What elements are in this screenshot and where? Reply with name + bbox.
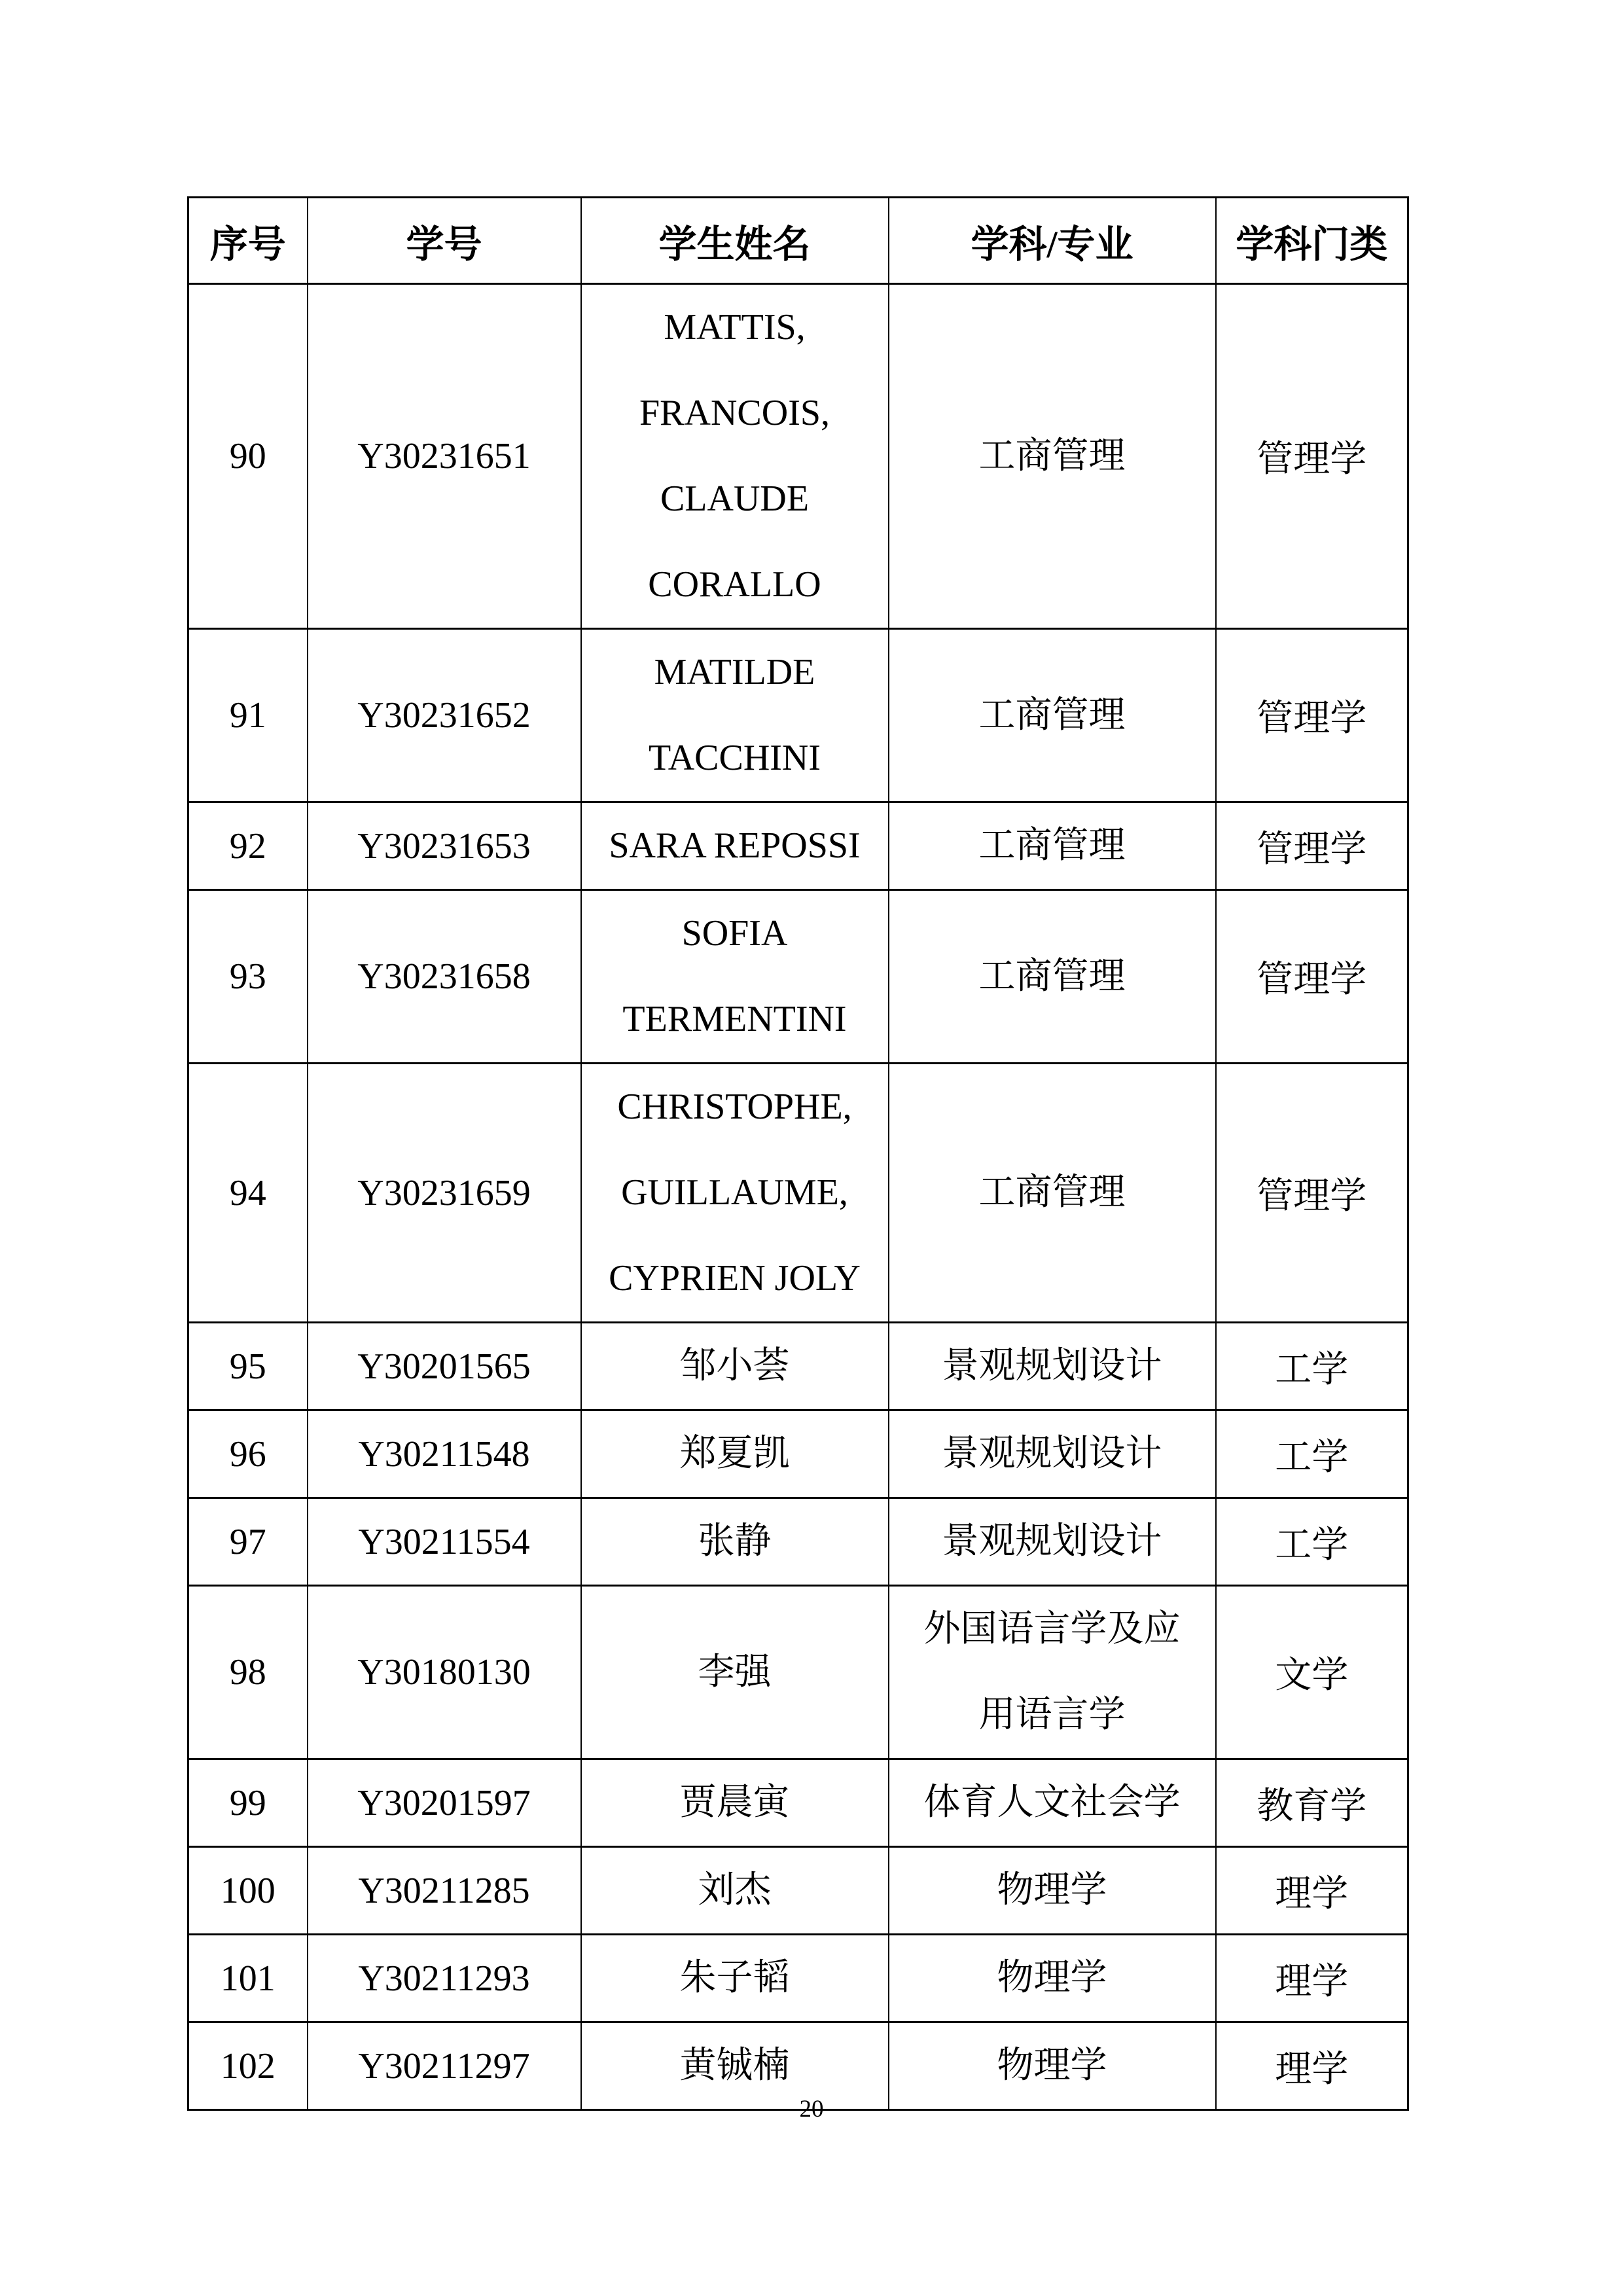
- student-name-line: 贾晨寅: [679, 1782, 790, 1823]
- subject-line: 工商管理: [978, 956, 1126, 997]
- header-cell-id: 学号: [308, 198, 581, 284]
- student-name-line: GUILLAUME,: [621, 1172, 848, 1213]
- student-id-cell: [308, 802, 581, 890]
- student-id-cell-value: Y30231652: [357, 695, 531, 736]
- student-name-cell: [581, 1935, 889, 2022]
- category-cell: [1216, 1847, 1408, 1935]
- row-index-cell: [188, 1064, 308, 1323]
- category-cell: [1216, 1586, 1408, 1759]
- student-id-cell: [308, 1323, 581, 1410]
- subject-cell: [889, 1064, 1216, 1323]
- student-id-cell: [308, 1498, 581, 1586]
- subject-cell: [889, 1759, 1216, 1847]
- category-cell-value: 管理学: [1257, 698, 1367, 739]
- subject-cell: [889, 629, 1216, 802]
- subject-cell: [889, 1935, 1216, 2022]
- student-name-line: CYPRIEN JOLY: [609, 1258, 861, 1299]
- category-cell-value: 理学: [1275, 1873, 1349, 1914]
- student-id-cell: [308, 890, 581, 1064]
- student-name-line: 张静: [698, 1521, 772, 1562]
- student-name-line: CORALLO: [648, 564, 821, 605]
- category-cell: [1216, 1323, 1408, 1410]
- table-row: [188, 629, 1408, 802]
- row-index-cell-value: 102: [220, 2045, 276, 2087]
- category-cell-value: 工学: [1275, 1437, 1349, 1478]
- row-index-cell: [188, 1847, 308, 1935]
- student-name-cell: [581, 1586, 889, 1759]
- category-cell-value: 教育学: [1257, 1785, 1367, 1827]
- row-index-cell: [188, 802, 308, 890]
- subject-cell: [889, 1847, 1216, 1935]
- student-name-cell: [581, 802, 889, 890]
- table-row: [188, 1847, 1408, 1935]
- student-id-cell-value: Y30211554: [358, 1521, 530, 1562]
- row-index-cell-value: 99: [229, 1782, 266, 1823]
- category-cell-value: 工学: [1275, 1524, 1349, 1566]
- student-id-cell-value: Y30211293: [358, 1958, 530, 1999]
- subject-cell: [889, 1586, 1216, 1759]
- row-index-cell: [188, 629, 308, 802]
- table-row: [188, 1935, 1408, 2022]
- subject-cell: [889, 1323, 1216, 1410]
- category-cell: [1216, 802, 1408, 890]
- subject-line: 物理学: [997, 1870, 1107, 1910]
- row-index-cell-value: 101: [220, 1958, 276, 1999]
- row-index-cell: [188, 1410, 308, 1498]
- row-index-cell: [188, 1935, 308, 2022]
- row-index-cell: [188, 1759, 308, 1847]
- row-index-cell-value: 100: [220, 1870, 276, 1911]
- row-index-cell-value: 96: [229, 1433, 266, 1475]
- page-number: 20: [799, 2096, 824, 2123]
- student-id-cell: [308, 1935, 581, 2022]
- header-cell-category: 学科门类: [1216, 198, 1408, 284]
- subject-cell: [889, 284, 1216, 629]
- header-cell-no: 序号: [188, 198, 308, 284]
- subject-line: 外国语言学及应: [923, 1609, 1181, 1649]
- header-cell-name: 学生姓名: [581, 198, 889, 284]
- subject-line: 景观规划设计: [942, 1521, 1162, 1562]
- table-row: [188, 890, 1408, 1064]
- table-row: [188, 1759, 1408, 1847]
- subject-cell: [889, 1498, 1216, 1586]
- row-index-cell: [188, 1323, 308, 1410]
- subject-line: 景观规划设计: [942, 1433, 1162, 1474]
- row-index-cell-value: 90: [229, 436, 266, 476]
- student-id-cell: [308, 1410, 581, 1498]
- category-cell: [1216, 1759, 1408, 1847]
- student-name-cell: [581, 890, 889, 1064]
- table-header: [188, 198, 1408, 284]
- student-id-cell-value: Y30231651: [357, 436, 531, 476]
- category-cell: [1216, 1935, 1408, 2022]
- header-cell-subject: 学科/专业: [889, 198, 1216, 284]
- subject-line: 物理学: [997, 2045, 1107, 2086]
- row-index-cell: [188, 890, 308, 1064]
- subject-line: 工商管理: [978, 694, 1126, 736]
- category-cell: [1216, 890, 1408, 1064]
- row-index-cell: [188, 1498, 308, 1586]
- student-name-line: 朱子韬: [679, 1958, 790, 1998]
- subject-line: 体育人文社会学: [923, 1782, 1181, 1823]
- student-id-cell-value: Y30211548: [358, 1433, 530, 1475]
- student-id-cell-value: Y30231653: [357, 825, 531, 867]
- student-name-cell: [581, 284, 889, 629]
- student-name-cell: [581, 1410, 889, 1498]
- row-index-cell: [188, 284, 308, 629]
- student-name-line: SOFIA: [681, 913, 788, 954]
- student-id-cell-value: Y30201565: [357, 1346, 531, 1387]
- student-name-cell: [581, 1323, 889, 1410]
- student-name-line: CHRISTOPHE,: [617, 1086, 852, 1127]
- student-name-line: MATTIS,: [664, 307, 806, 348]
- category-cell-value: 管理学: [1257, 829, 1367, 870]
- student-name-line: 李强: [698, 1651, 772, 1693]
- student-name-line: 郑夏凯: [679, 1433, 790, 1474]
- table-row: [188, 284, 1408, 629]
- row-index-cell: [188, 1586, 308, 1759]
- student-id-cell-value: Y30211285: [358, 1870, 530, 1911]
- category-cell: [1216, 1064, 1408, 1323]
- subject-cell: [889, 802, 1216, 890]
- category-cell: [1216, 629, 1408, 802]
- category-cell-value: 工学: [1275, 1349, 1349, 1390]
- category-cell-value: 理学: [1275, 1961, 1349, 2002]
- subject-line: 景观规划设计: [942, 1346, 1162, 1386]
- student-name-cell: [581, 1064, 889, 1323]
- student-id-cell: [308, 1759, 581, 1847]
- row-index-cell-value: 97: [229, 1521, 266, 1562]
- student-roster-table: [187, 196, 1409, 2111]
- student-name-line: TERMENTINI: [622, 999, 847, 1039]
- student-name-line: FRANCOIS,: [639, 393, 830, 433]
- category-cell-value: 理学: [1275, 2049, 1349, 2090]
- subject-line: 物理学: [997, 1958, 1107, 1998]
- subject-line: 工商管理: [978, 435, 1126, 476]
- subject-cell: [889, 890, 1216, 1064]
- subject-line: 工商管理: [978, 1172, 1126, 1213]
- student-id-cell-value: Y30201597: [357, 1782, 531, 1823]
- category-cell-value: 管理学: [1257, 1175, 1367, 1217]
- category-cell: [1216, 284, 1408, 629]
- student-name-line: 黄铖楠: [679, 2045, 790, 2086]
- table-row: [188, 1064, 1408, 1323]
- student-id-cell: [308, 629, 581, 802]
- student-id-cell-value: Y30180130: [357, 1652, 531, 1693]
- student-name-line: 刘杰: [698, 1870, 772, 1910]
- student-name-line: SARA REPOSSI: [609, 825, 861, 866]
- student-id-cell: [308, 1586, 581, 1759]
- student-name-cell: [581, 1847, 889, 1935]
- row-index-cell-value: 94: [229, 1172, 266, 1213]
- student-name-line: 邹小荟: [679, 1346, 790, 1386]
- category-cell: [1216, 1410, 1408, 1498]
- student-name-cell: [581, 629, 889, 802]
- row-index-cell-value: 91: [229, 695, 266, 736]
- student-name-cell: [581, 1498, 889, 1586]
- table-row: [188, 802, 1408, 890]
- student-name-cell: [581, 1759, 889, 1847]
- subject-line: 用语言学: [978, 1695, 1126, 1735]
- student-name-line: CLAUDE: [660, 478, 810, 519]
- table-row: [188, 1323, 1408, 1410]
- category-cell: [1216, 1498, 1408, 1586]
- header-row: [188, 198, 1408, 284]
- student-id-cell-value: Y30231659: [357, 1172, 531, 1213]
- student-name-line: MATILDE: [654, 652, 815, 692]
- student-id-cell-value: Y30231658: [357, 956, 531, 997]
- student-id-cell: [308, 1847, 581, 1935]
- row-index-cell-value: 98: [229, 1652, 266, 1693]
- table-row: [188, 1410, 1408, 1498]
- row-index-cell-value: 92: [229, 825, 266, 867]
- category-cell-value: 管理学: [1257, 960, 1367, 1000]
- category-cell-value: 文学: [1275, 1655, 1349, 1696]
- student-id-cell: [308, 1064, 581, 1323]
- student-name-line: TACCHINI: [648, 738, 821, 778]
- subject-cell: [889, 1410, 1216, 1498]
- table-row: [188, 1498, 1408, 1586]
- subject-line: 工商管理: [978, 825, 1126, 866]
- table-row: [188, 1586, 1408, 1759]
- student-id-cell: [308, 284, 581, 629]
- row-index-cell-value: 95: [229, 1346, 266, 1387]
- student-id-cell-value: Y30211297: [358, 2045, 530, 2087]
- student-table-body: [188, 284, 1408, 2110]
- row-index-cell-value: 93: [229, 956, 266, 997]
- category-cell-value: 管理学: [1257, 439, 1367, 480]
